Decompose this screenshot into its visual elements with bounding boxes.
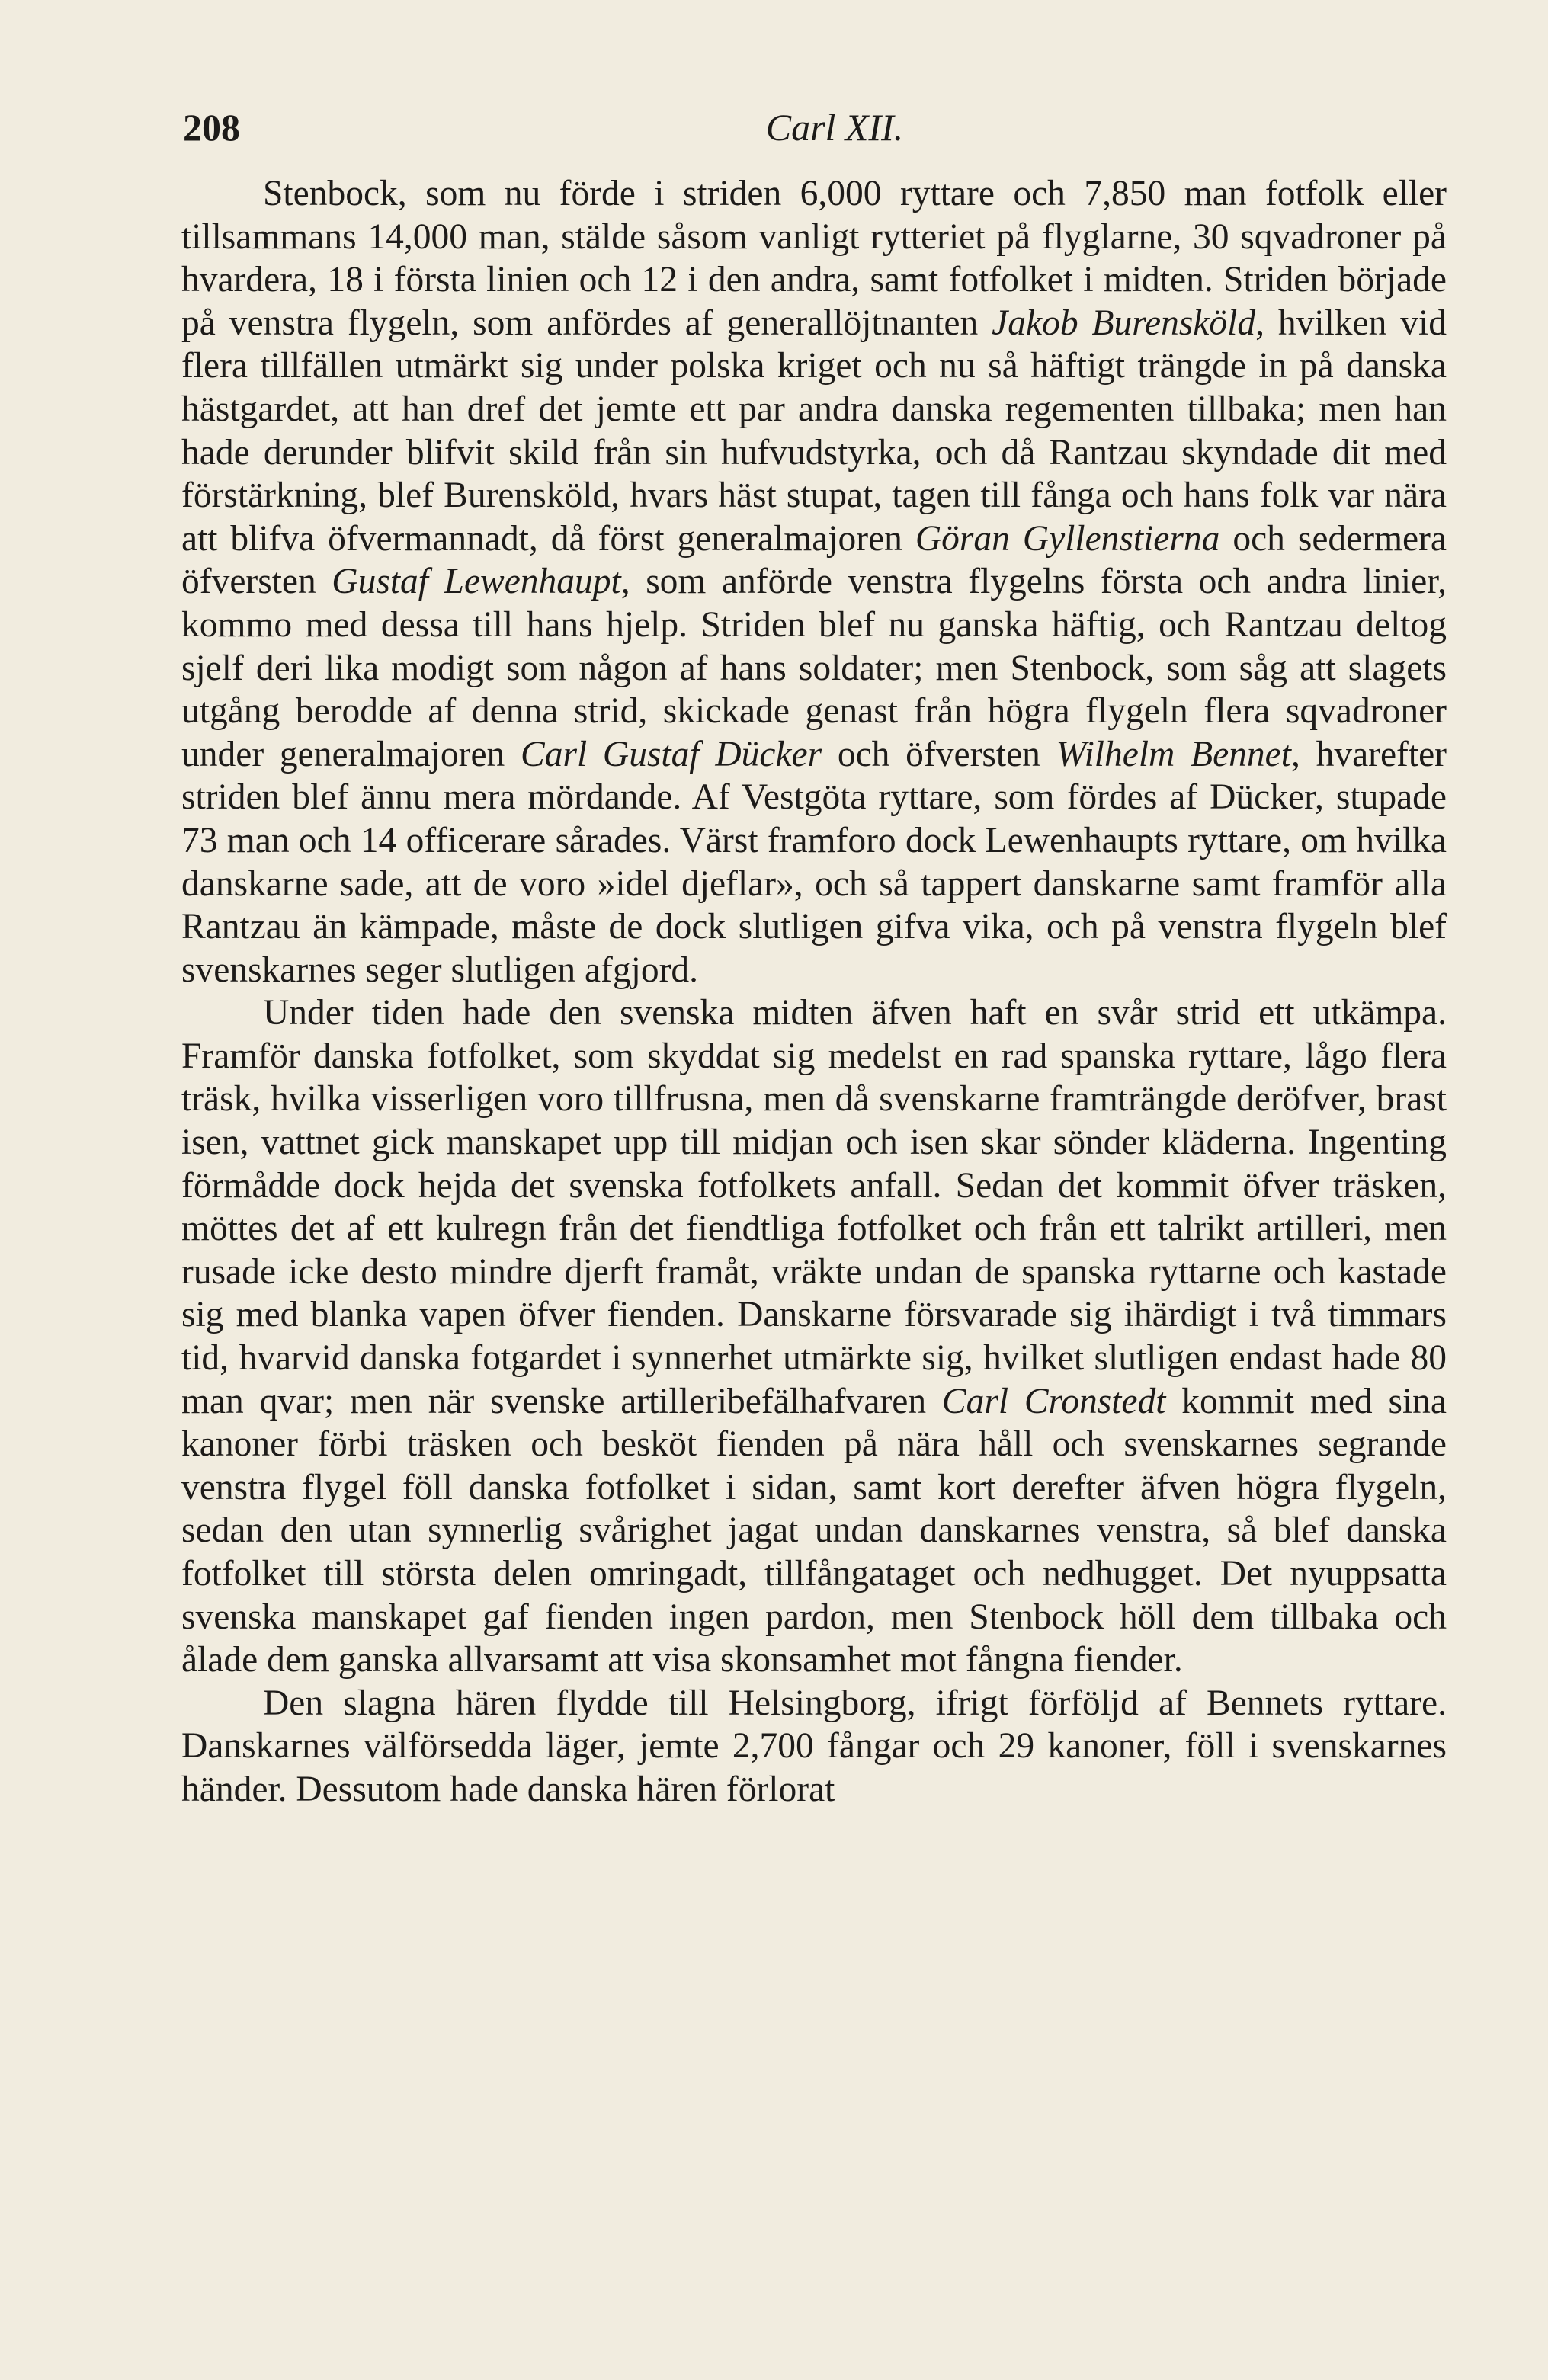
italic-name: Jakob Burensköld bbox=[992, 303, 1256, 343]
page-number: 208 bbox=[183, 106, 240, 149]
running-title: Carl XII. bbox=[765, 106, 904, 149]
text-run: kommit med sina kanoner förbi träsken och besköt fienden på nära håll och svenskarnes segrande venstra flygel föll danska fotfolket i sidan, samt kort derefter äfven högra flygeln, sedan den utan synnerlig svårighet jagat undan danskarnes venstra, så blef danska fotfolket till största delen omringadt, tillfångataget och nedhugget. Det nyuppsatta svenska manskapet gaf fienden ingen pardon, men Stenbock höll dem tillbaka och ålade dem ganska allvarsamt att visa skonsamhet mot fångna fiender. bbox=[181, 1381, 1447, 1680]
page-header bbox=[183, 105, 1486, 159]
paragraph bbox=[181, 172, 1447, 991]
body-text bbox=[181, 172, 1447, 1811]
italic-name: Gustaf Lewenhaupt bbox=[332, 562, 621, 602]
text-run: , som anförde venstra flygelns första och andra linier, kommo med dessa till hans hjelp. Striden blef nu ganska häftig, och Rantzau deltog sjelf deri lika modigt som någon af hans soldater; men Stenbock, som såg att slagets utgång berodde af denna strid, skickade genast från högra flygeln flera sqvadroner under generalmajoren bbox=[181, 562, 1447, 774]
text-run: , hvarefter striden blef ännu mera mördande. Af Vestgöta ryttare, som fördes af Dücker, stupade 73 man och 14 officerare sårades. Värst framforo dock Lewenhaupts ryttare, om hvilka danskarne sade, att de voro »idel djeflar», och så tappert danskarne samt framför alla Rantzau än kämpade, måste de dock slutligen gifva vika, och på venstra flygeln blef svenskarnes seger slutligen afgjord. bbox=[181, 734, 1447, 990]
italic-name: Wilhelm Bennet bbox=[1056, 734, 1291, 774]
text-run: , hvilken vid flera tillfällen utmärkt sig under polska kriget och nu så häftigt trängde in på danska hästgardet, att han dref det jemte ett par andra danska regementen tillbaka; men han hade derunder blifvit skild från sin hufvudstyrka, och då Rantzau skyndade dit med förstärkning, blef Burensköld, hvars häst stupat, tagen till fånga och hans folk var nära att blifva öfvermannadt, då först generalmajoren bbox=[181, 303, 1447, 559]
paragraph bbox=[181, 991, 1447, 1682]
text-run: och sedermera öfversten bbox=[181, 518, 1447, 602]
paragraph bbox=[181, 1682, 1447, 1811]
text-run: Stenbock, som nu förde i striden 6,000 ryttare och 7,850 man fotfolk eller tillsammans 14,000 man, stälde såsom vanligt rytteriet på flyglarne, 30 sqvadroner på hvardera, 18 i första linien och 12 i den andra, samt fotfolket i midten. Striden började på venstra flygeln, som anfördes af generallöjtnanten bbox=[181, 174, 1447, 343]
italic-name: Carl Cronstedt bbox=[941, 1381, 1166, 1421]
text-run: Under tiden hade den svenska midten äfven haft en svår strid ett utkämpa. Framför danska fotfolket, som skyddat sig medelst en rad spanska ryttare, lågo flera träsk, hvilka visserligen voro tillfrusna, men då svenskarne framträngde deröfver, brast isen, vattnet gick manskapet upp till midjan och isen skar sönder kläderna. Ingenting förmådde dock hejda det svenska fotfolkets anfall. Sedan det kommit öfver träsken, möttes det af ett kulregn från det fiendtliga fotfolket och från ett talrikt artilleri, men rusade icke desto mindre djerft framåt, vräkte undan de spanska ryttarne och kastade sig med blanka vapen öfver fienden. Danskarne försvarade sig ihärdigt i två timmars tid, hvarvid danska fotgardet i synnerhet utmärkte sig, hvilket slutligen endast hade 80 man qvar; men när svenske artilleribefälhafvaren bbox=[181, 993, 1447, 1421]
italic-name: Göran Gyllenstierna bbox=[915, 518, 1220, 559]
italic-name: Carl Gustaf Dücker bbox=[521, 734, 822, 774]
text-run: och öfversten bbox=[822, 734, 1056, 774]
text-run: Den slagna hären flydde till Helsingborg, ifrigt förföljd af Bennets ryttare. Danskarnes välförsedda läger, jemte 2,700 fångar och 29 kanoner, föll i svenskarnes händer. Dessutom hade danska hären förlorat bbox=[181, 1683, 1447, 1809]
